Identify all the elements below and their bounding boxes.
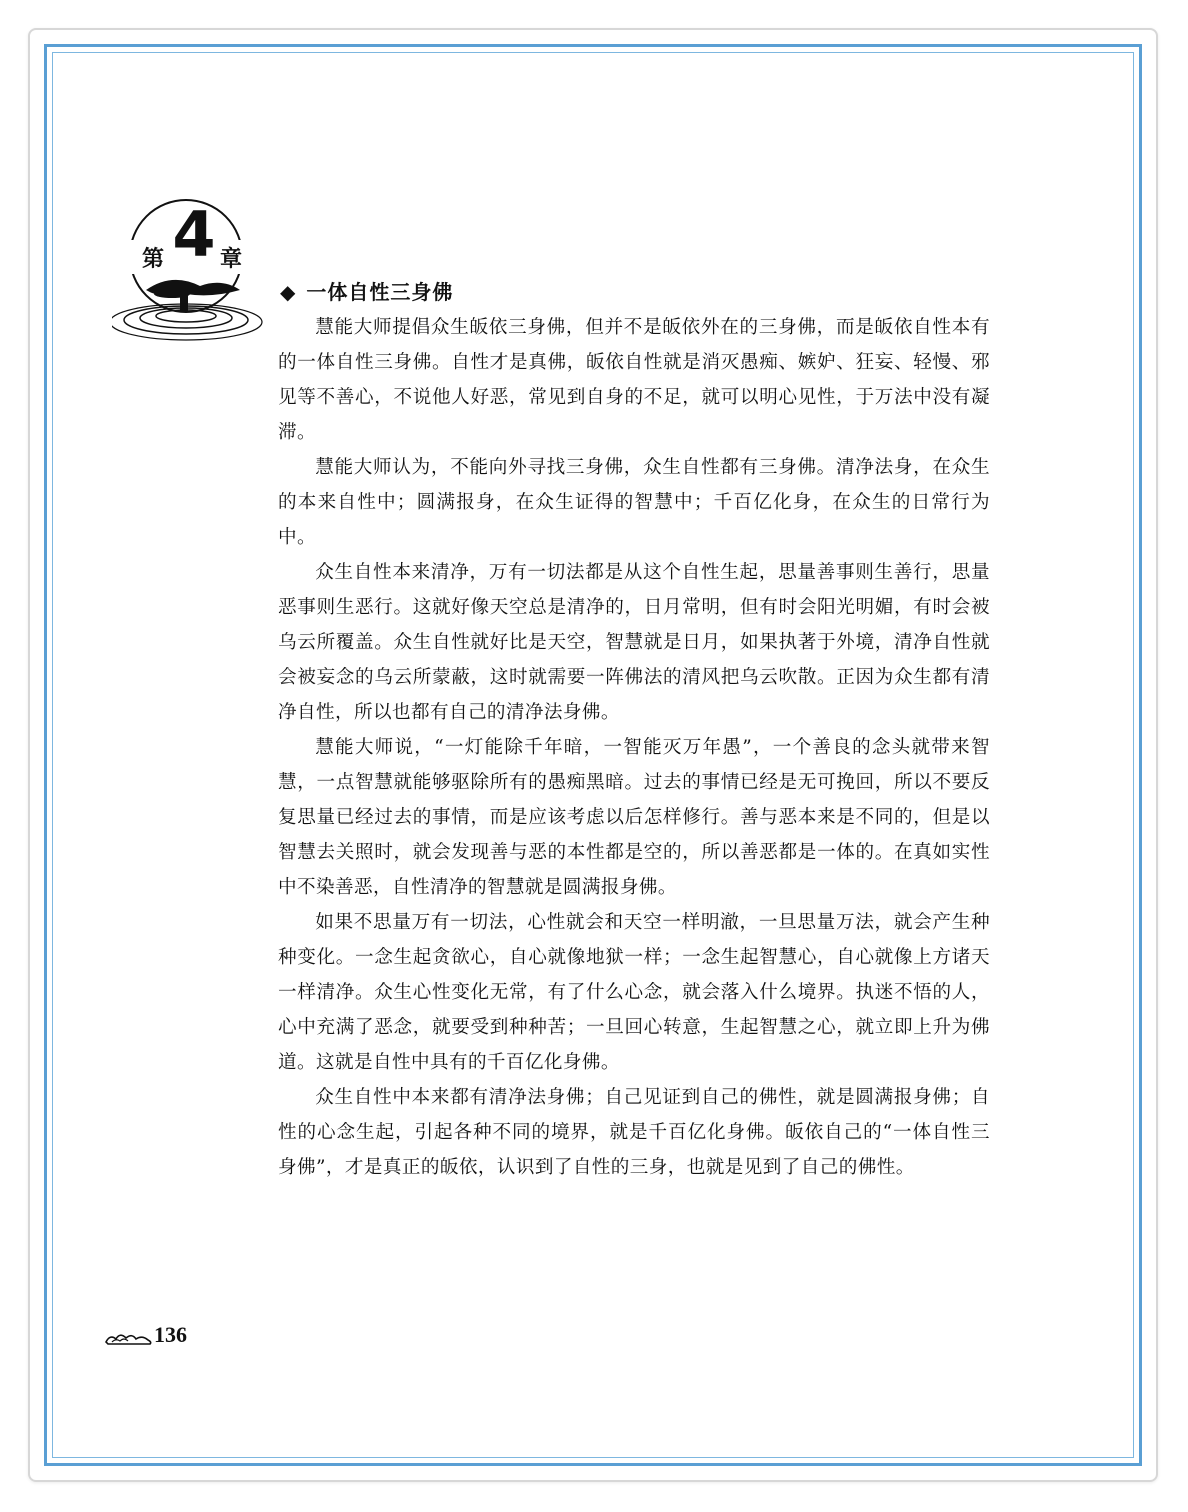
- section-title: 一体自性三身佛: [306, 280, 454, 304]
- body-text: [278, 310, 990, 1185]
- chapter-emblem: [112, 186, 272, 346]
- diamond-bullet-icon: ◆: [280, 280, 297, 304]
- chapter-prefix: 第: [142, 247, 165, 272]
- chapter-number: 4: [172, 198, 216, 271]
- section-heading: [280, 276, 453, 305]
- paragraph: 慧能大师认为，不能向外寻找三身佛，众生自性都有三身佛。清净法身，在众生的本来自性中；圆满报身，在众生证得的智慧中；千百亿化身，在众生的日常行为中。: [278, 457, 990, 548]
- chapter-suffix: 章: [220, 247, 243, 272]
- paragraph: 慧能大师提倡众生皈依三身佛，但并不是皈依外在的三身佛，而是皈依自性本有的一体自性三身佛。自性才是真佛，皈依自性就是消灭愚痴、嫉妒、狂妄、轻慢、邪见等不善心，不说他人好恶，常见到自身的不足，就可以明心见性，于万法中没有凝滞。: [278, 317, 990, 443]
- paragraph: 众生自性中本来都有清净法身佛；自己见证到自己的佛性，就是圆满报身佛；自性的心念生起，引起各种不同的境界，就是千百亿化身佛。皈依自己的“一体自性三身佛”，才是真正的皈依，认识到了自性的三身，也就是见到了自己的佛性。: [278, 1087, 990, 1178]
- paragraph: 慧能大师说，“一灯能除千年暗，一智能灭万年愚”，一个善良的念头就带来智慧，一点智慧就能够驱除所有的愚痴黑暗。过去的事情已经是无可挽回，所以不要反复思量已经过去的事情，而是应该考虑以后怎样修行。善与恶本来是不同的，但是以智慧去关照时，就会发现善与恶的本性都是空的，所以善恶都是一体的。在真如实性中不染善恶，自性清净的智慧就是圆满报身佛。: [278, 737, 990, 898]
- paragraph: 众生自性本来清净，万有一切法都是从这个自性生起，思量善事则生善行，思量恶事则生恶行。这就好像天空总是清净的，日月常明，但有时会阳光明媚，有时会被乌云所覆盖。众生自性就好比是天空，智慧就是日月，如果执著于外境，清净自性就会被妄念的乌云所蒙蔽，这时就需要一阵佛法的清风把乌云吹散。正因为众生都有清净自性，所以也都有自己的清净法身佛。: [278, 562, 990, 723]
- paragraph: 如果不思量万有一切法，心性就会和天空一样明澈，一旦思量万法，就会产生种种变化。一念生起贪欲心，自心就像地狱一样；一念生起智慧心，自心就像上方诸天一样清净。众生心性变化无常，有了什么心念，就会落入什么境界。执迷不悟的人，心中充满了恶念，就要受到种种苦；一旦回心转意，生起智慧之心，就立即上升为佛道。这就是自性中具有的千百亿化身佛。: [278, 912, 990, 1073]
- cloud-ornament-icon: [104, 1330, 154, 1348]
- page-number: 136: [154, 1322, 187, 1347]
